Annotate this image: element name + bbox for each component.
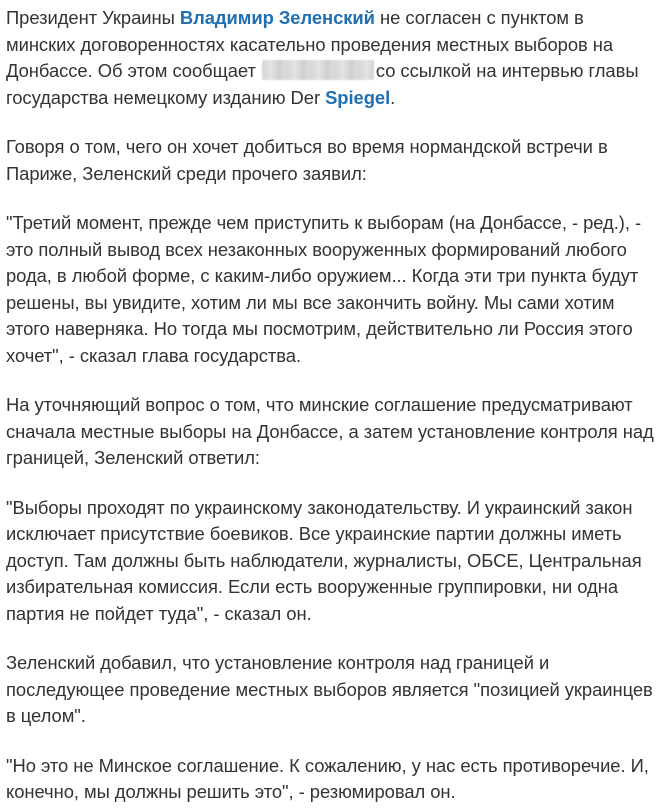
paragraph-quote-1: "Третий момент, прежде чем приступить к выборам (на Донбассе, - ред.), - это полный вывод всех незаконных вооруженных формирований любого рода, в любой форме, с каким-либо оружием... Когда эти три пункта будут решены, вы увидите, хотим ли мы все закончить войну. Мы сами хотим этого наверняка. Но тогда мы посмотрим, действительно ли Россия этого хочет", - сказал глава государства. bbox=[6, 212, 642, 366]
paragraph-quote-3: "Но это не Минское соглашение. К сожалению, у нас есть противоречие. И, конечно, мы должны решить это", - резюмировал он. bbox=[6, 754, 649, 802]
blurred-source-name bbox=[262, 60, 374, 80]
paragraph-intro bbox=[6, 0, 656, 111]
intro-text-d: . bbox=[390, 86, 396, 108]
paragraph-addition: Зеленский добавил, что установление контроля над границей и последующее проведение местных выборов является "позицией украинцев в целом". bbox=[6, 652, 653, 726]
link-spiegel[interactable]: Spiegel bbox=[325, 86, 391, 108]
intro-text-a: Президент Украины bbox=[6, 7, 180, 28]
intro-text-c: со ссылкой на интервью главы государства немецкому изданию Der bbox=[6, 60, 639, 108]
paragraph-question: На уточняющий вопрос о том, что минские соглашение предусматривают сначала местные выборы на Донбассе, а затем установление контроля над границей, Зеленский ответил: bbox=[6, 394, 654, 468]
link-zelensky[interactable]: Владимир Зеленский bbox=[179, 7, 375, 28]
intro-text-b: не согласен с пунктом в минских договоренностях касательно проведения местных выборов на Донбассе. Об этом сообщает bbox=[6, 7, 614, 81]
paragraph-context: Говоря о том, чего он хочет добиться во время нормандской встречи в Париже, Зеленский среди прочего заявил: bbox=[6, 136, 608, 184]
paragraph-quote-2: "Выборы проходят по украинскому законодательству. И украинский закон исключает присутствие боевиков. Все украинские партии должны иметь доступ. Там должны быть наблюдатели, журналисты, ОБСЕ, Центральная избирательная комиссия. Если есть вооруженные группировки, ни одна партия не пойдет туда", - сказал он. bbox=[6, 496, 642, 624]
